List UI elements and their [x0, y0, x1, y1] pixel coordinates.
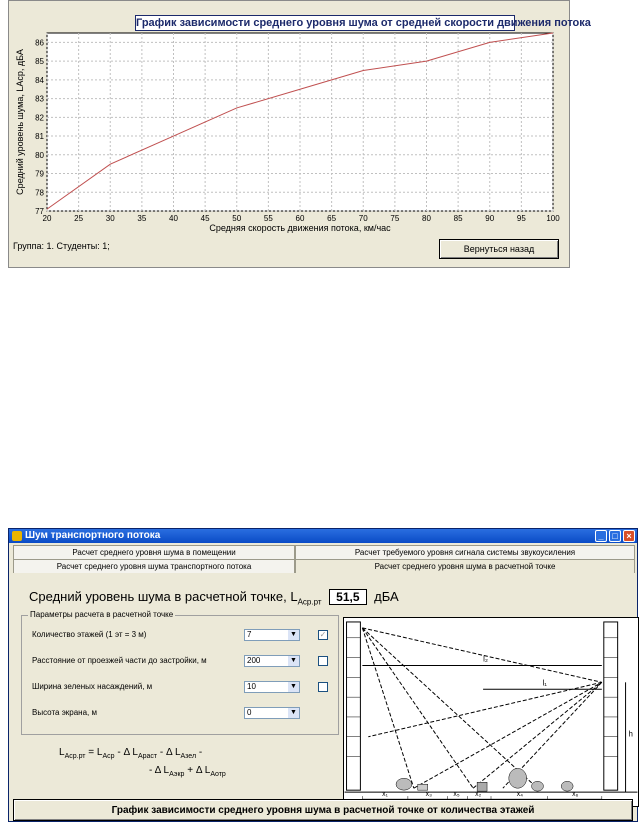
params-groupbox — [21, 610, 339, 735]
floors-label: Количество этажей (1 эт = 3 м) — [32, 630, 147, 639]
chevron-down-icon[interactable]: ▼ — [288, 630, 299, 640]
vehicle-icon — [418, 784, 428, 790]
status-text: Группа: 1. Студенты: 1; — [13, 241, 110, 251]
label-h: h — [628, 729, 633, 739]
x-tick-label: 30 — [105, 214, 115, 223]
y-tick-label: 80 — [35, 150, 44, 160]
formula-line-1: $L_{Аср.рт} = L_{Аср} - \Delta$ $L_{Араст}$ - Δ $L_{Азел}$ - — [59, 747, 203, 760]
left-building — [347, 622, 361, 790]
y-tick-label: 78 — [35, 188, 44, 198]
y-tick-label: 85 — [35, 57, 44, 67]
y-tick-label: 86 — [35, 38, 44, 48]
x-tick-label: 35 — [137, 214, 147, 223]
label-l2: l₂ — [483, 654, 488, 664]
label-x3: x₃ — [425, 791, 432, 799]
y-tick-label: 82 — [35, 113, 44, 123]
result-unit: дБА — [374, 589, 399, 604]
screen-height-select[interactable] — [244, 707, 300, 719]
x-tick-label: 25 — [74, 214, 84, 223]
x-axis-label: Средняя скорость движения потока, км/час — [209, 223, 391, 233]
x-tick-label: 45 — [200, 214, 210, 223]
y-tick-label: 79 — [35, 169, 44, 179]
minimize-icon[interactable]: _ — [595, 530, 607, 542]
x-tick-label: 85 — [453, 214, 463, 223]
distance-label: Расстояние от проезжей части до застройки, м — [32, 656, 207, 665]
screen-height-value: 0 — [247, 708, 252, 717]
green-width-value: 10 — [247, 682, 256, 691]
tree-icon — [509, 768, 527, 788]
chevron-down-icon[interactable]: ▼ — [288, 708, 299, 718]
back-button[interactable]: Вернуться назад — [439, 239, 559, 259]
x-tick-label: 80 — [422, 214, 431, 223]
label-x2: x₂ — [475, 791, 482, 799]
x-tick-label: 65 — [327, 214, 337, 223]
green-width-label: Ширина зеленых насаждений, м — [32, 682, 153, 691]
chevron-down-icon[interactable]: ▼ — [288, 682, 299, 692]
distance-checkbox[interactable] — [318, 656, 328, 666]
x-tick-label: 60 — [295, 214, 305, 223]
y-tick-label: 81 — [35, 132, 44, 142]
x-tick-label: 75 — [390, 214, 400, 223]
x-tick-label: 20 — [42, 214, 52, 223]
tree-icon — [396, 778, 412, 790]
sound-rays — [362, 628, 601, 788]
result-value: 51,5 — [329, 589, 366, 605]
result-headline — [29, 589, 399, 607]
green-width-select[interactable] — [244, 681, 300, 693]
right-building — [604, 622, 618, 790]
main-window — [8, 528, 638, 822]
groupbox-title: Параметры расчета в расчетной точке — [30, 610, 174, 619]
title-bar[interactable] — [9, 529, 637, 543]
window-title: Шум транспортного потока — [25, 530, 161, 541]
maximize-icon[interactable]: □ — [609, 530, 621, 542]
label-x4: x₄ — [516, 791, 524, 799]
y-tick-label: 84 — [35, 75, 44, 85]
floors-select[interactable] — [244, 629, 300, 641]
label-x1: x₁ — [382, 791, 388, 799]
tab-traffic-noise[interactable]: Расчет среднего уровня шума транспортного потока — [13, 559, 295, 573]
right-building-floors — [604, 638, 618, 757]
app-icon — [12, 531, 22, 541]
screen-wall — [477, 782, 487, 791]
x-tick-label: 70 — [358, 214, 368, 223]
left-building-floors — [347, 638, 361, 757]
tab-sound-system[interactable]: Расчет требуемого уровня сигнала системы звукоусиления — [295, 545, 635, 559]
tree-icon — [561, 781, 573, 791]
label-x6: x₆ — [572, 791, 579, 799]
distance-value: 200 — [247, 656, 261, 665]
screen-height-label: Высота экрана, м — [32, 708, 97, 717]
noise-propagation-diagram — [343, 617, 639, 807]
chart-title: График зависимости среднего уровня шума от средней скорости движения потока — [136, 17, 591, 29]
x-tick-label: 40 — [169, 214, 178, 223]
headline-text: Средний уровень шума в расчетной точке, L — [29, 589, 298, 604]
x-tick-label: 95 — [516, 214, 526, 223]
close-icon[interactable]: × — [623, 530, 635, 542]
tab-room-noise[interactable]: Расчет среднего уровня шума в помещении — [13, 545, 295, 559]
tab-point-noise[interactable]: Расчет среднего уровня шума в расчетной точке — [295, 559, 635, 573]
tree-icon — [532, 781, 544, 791]
y-axis-label: Средний уровень шума, LАср, дБА — [15, 49, 25, 195]
y-tick-label: 77 — [35, 207, 44, 216]
formula-line-2: - Δ $L_{Аэкр} + \Delta$ $L_{Аотр}$ — [149, 765, 226, 778]
label-l1: l₁ — [542, 678, 547, 688]
y-tick-label: 83 — [35, 94, 44, 104]
floors-chart-button[interactable]: График зависимости среднего уровня шума в расчетной точке от количества этажей — [13, 799, 633, 821]
headline-sub: Аср.рт — [297, 597, 322, 607]
label-x5: x₅ — [453, 791, 460, 799]
floors-checkbox[interactable]: ✓ — [319, 630, 327, 639]
noise-speed-chart — [9, 1, 591, 237]
x-tick-label: 90 — [485, 214, 495, 223]
green-width-checkbox[interactable] — [318, 682, 328, 692]
x-tick-label: 50 — [232, 214, 242, 223]
x-tick-label: 55 — [263, 214, 273, 223]
floors-value: 7 — [247, 630, 252, 639]
chart-window — [8, 0, 591, 268]
x-tick-label: 100 — [546, 214, 560, 223]
distance-select[interactable] — [244, 655, 300, 667]
chevron-down-icon[interactable]: ▼ — [288, 656, 299, 666]
